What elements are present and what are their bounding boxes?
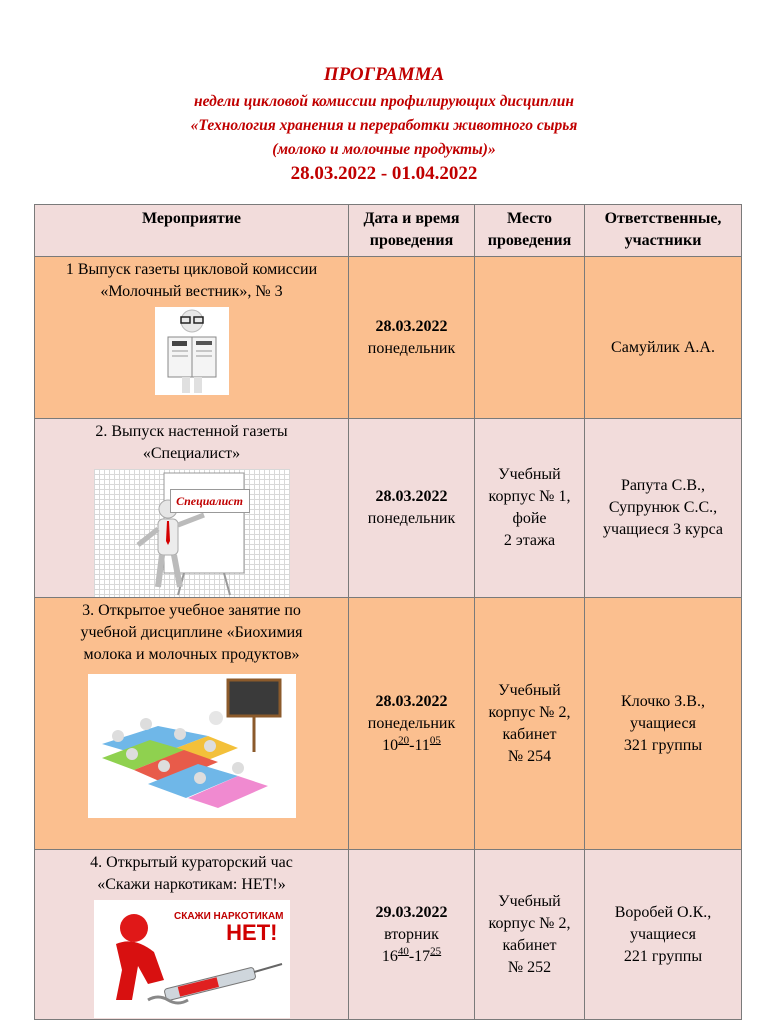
date-cell: 28.03.2022 понедельник $10^{20}-11^{05}$ [349,598,475,850]
specialist-sign: Специалист [170,489,250,513]
time-range: $16^{40}-17^{25}$ [381,945,442,965]
date-cell: 29.03.2022 вторник $16^{40}-17^{25}$ [349,850,475,1020]
banner-line-1: СКАЖИ НАРКОТИКАМ [174,911,284,922]
header-responsible: Ответственные, участники [585,205,742,257]
place-cell: Учебный корпус № 2, кабинет № 254 [475,598,585,850]
say-no-to-drugs-image [94,900,290,1018]
event-cell: 4. Открытый кураторский час «Скажи наркотикам: НЕТ!» СКАЖИ НАРКОТИКАМ НЕТ! [35,850,349,1020]
table-row [35,257,742,419]
classroom-image [88,674,296,818]
responsible-cell: Воробей О.К., учащиеся 221 группы [585,850,742,1020]
responsible-cell: Самуйлик А.А. [585,257,742,419]
date-cell: 28.03.2022 понедельник [349,257,475,419]
event-cell: 2. Выпуск настенной газеты «Специалист» Специалист [35,419,349,598]
event-cell: 1 Выпуск газеты цикловой комиссии «Молочный вестник», № 3 [35,257,349,419]
header-event: Мероприятие [35,205,349,257]
table-row [35,598,742,850]
subtitle-line-1: недели цикловой комиссии профилирующих дисциплин [194,93,574,110]
table-header-row [35,205,742,257]
responsible-cell: Рапута С.В., Супрунюк С.С., учащиеся 3 курса [585,419,742,598]
place-cell: Учебный корпус № 1, фойе 2 этажа [475,419,585,598]
date-cell: 28.03.2022 понедельник [349,419,475,598]
subtitle-line-2: «Технология хранения и переработки животного сырья [190,117,578,134]
page-title: ПРОГРАММА [323,64,445,85]
date-range: 28.03.2022 - 01.04.2022 [290,163,478,184]
specialist-board-image [94,469,290,597]
subtitle-line-3: (молоко и молочные продукты)» [272,141,496,158]
header-place: Место проведения [475,205,585,257]
table-row [35,850,742,1020]
event-cell: 3. Открытое учебное занятие по учебной дисциплине «Биохимия молока и молочных продуктов» [35,598,349,850]
responsible-cell: Клочко З.В., учащиеся 321 группы [585,598,742,850]
program-table [34,204,742,1020]
place-cell [475,257,585,419]
newspaper-reader-image [155,307,229,395]
place-cell: Учебный корпус № 2, кабинет № 252 [475,850,585,1020]
banner-line-2: НЕТ! [226,920,278,945]
table-row [35,419,742,598]
header-datetime: Дата и время проведения [349,205,475,257]
time-range: $10^{20}-11^{05}$ [382,734,441,754]
